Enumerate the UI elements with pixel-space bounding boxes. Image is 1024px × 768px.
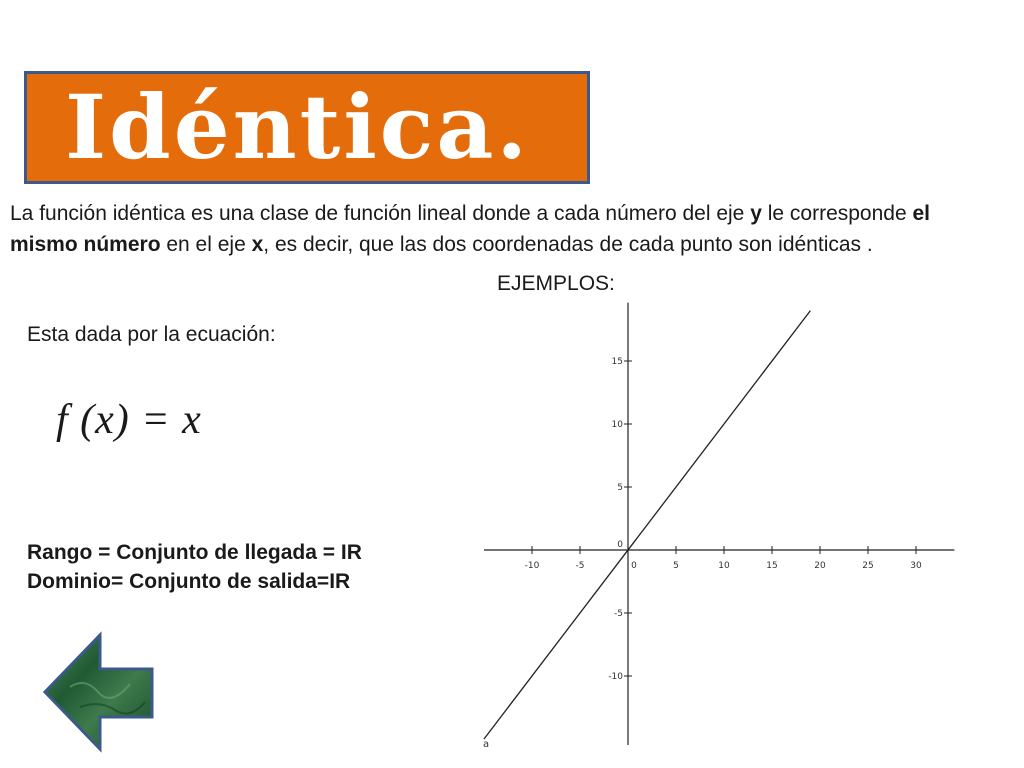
x-tick-label: 0 bbox=[631, 561, 637, 571]
title-banner bbox=[24, 71, 590, 184]
intro-segment: y bbox=[750, 202, 762, 225]
x-tick-label: -5 bbox=[575, 561, 585, 571]
intro-paragraph bbox=[10, 198, 970, 260]
x-tick-label: 15 bbox=[766, 561, 778, 571]
properties bbox=[27, 538, 362, 596]
equation-intro: Esta dada por la ecuación: bbox=[27, 323, 276, 346]
y-tick-label: 5 bbox=[617, 483, 623, 493]
intro-segment: le corresponde bbox=[761, 202, 913, 225]
formula: f (x) = x bbox=[56, 397, 202, 443]
x-tick-label: 20 bbox=[814, 561, 826, 571]
identity-line bbox=[484, 311, 810, 739]
intro-segment: el mismo número bbox=[10, 202, 930, 256]
x-tick-label: -10 bbox=[524, 561, 540, 571]
examples-label: EJEMPLOS: bbox=[497, 272, 615, 295]
slide-title: Idéntica. bbox=[65, 75, 530, 179]
x-tick-label: 10 bbox=[718, 561, 730, 571]
y-tick-label: -10 bbox=[608, 672, 623, 682]
x-tick-label: 25 bbox=[862, 561, 874, 571]
range-text: Rango = Conjunto de llegada = IR bbox=[27, 541, 362, 564]
back-button[interactable] bbox=[40, 632, 156, 752]
y-tick-label: 0 bbox=[617, 540, 623, 550]
x-tick-label: 30 bbox=[910, 561, 922, 571]
curve-label: a bbox=[483, 739, 490, 750]
domain-text: Dominio= Conjunto de salida=IR bbox=[27, 570, 351, 593]
intro-segment: La función idéntica es una clase de función lineal donde a cada número del eje bbox=[10, 202, 751, 225]
intro-segment: en el eje bbox=[160, 233, 252, 256]
x-tick-label: 5 bbox=[673, 561, 679, 571]
intro-segment: , es decir, que las dos coordenadas de cada punto son idénticas . bbox=[263, 233, 873, 256]
y-tick-label: 15 bbox=[611, 357, 623, 367]
y-tick-label: -5 bbox=[614, 609, 623, 619]
identity-graph bbox=[470, 310, 960, 750]
y-tick-label: 10 bbox=[611, 420, 623, 430]
intro-segment: x bbox=[251, 233, 264, 256]
